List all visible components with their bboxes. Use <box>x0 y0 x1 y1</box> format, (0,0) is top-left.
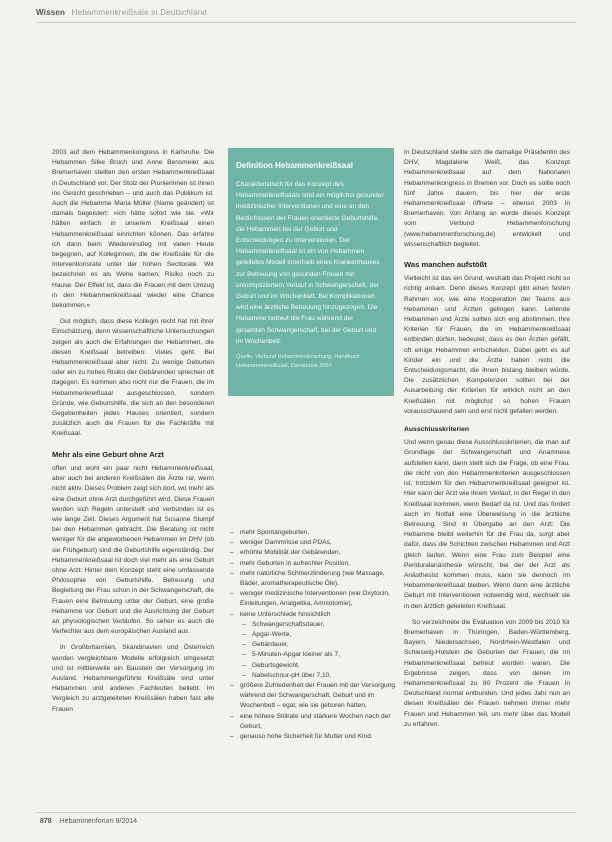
paragraph: In Deutschland stellte sich die damalige Präsidentin des DHV, Magdalene Weiß, das Konzept Hebammenkreißsaal auf dem Nationalen Hebammenkongress in Bremen vor. Doch es sollte noch fünf Jahre dauern, bis hier der erste Hebammenkreißsaal öffnete – ebenso 2003 in Bremerhaven. Von Anfang an wurde dieses Konzept vom Verbund Hebammenforschung (www.hebammenforschung.de) entwickelt und wissenschaftlich begleitet. <box>404 149 570 248</box>
list-item: – eine höhere Stillrate und stärkere Wochen nach der Geburt, <box>230 712 398 732</box>
section-label: Wissen <box>36 8 66 17</box>
list-item: – weniger Dammrisse und PDAs, <box>230 538 398 548</box>
subheading: Was manchen aufstößt <box>404 260 487 270</box>
right-column <box>404 148 570 736</box>
paragraph: Gut möglich, dass diese Kollegin recht hat mit ihrer Einschätzung, denn wissenschaftliche Untersuchungen zeigen als auch die Erfahrungen der Hebammen, die diesen Kreißsaal betreiben: Vieles geht. Bei Hebammenkreißsaal aber nicht. Zu wenige Geburten oder ein zu hohes Risiko der Gebärenden sprechen oft dagegen. Es kommen also nicht nur die Frauen, die im Hebammenkreißsaal ausgeschlossen, sondern Gründe, wie Geburtshilfe, die sich an den besonderen Gegebenheiten jedes Hauses orientiert, sondern zusätzlich auch die Frauen für die Fachkräfte mit Kreißsaal. <box>52 318 214 438</box>
list-item: – Gebärdauer, <box>230 640 398 650</box>
subheading: Mehr als eine Geburt ohne Arzt <box>52 449 164 459</box>
journal-title: Hebammenforum 8/2014 <box>59 818 138 825</box>
list-item: – weniger medizinische Interventionen (wie Oxytocin, Einleitungen, Analgetika, Amniotomie), <box>230 589 398 609</box>
paragraph: So verzeichnete die Evaluation von 2009 bis 2010 für Bremerhaven in Thüringen, Baden-Württemberg, Bayern, Niedersachsen, Nordrhein-Westfalen und Schleswig-Holstein die Geburten der Frauen, die im Hebammenkreißsaal betreut worden waren. Die Ergebnisse zeigen, dass von denen im Hebammenkreißsaal zu 80 Prozent die Frauen in Deutschland normal entbunden. Und jedes Jahr nun an diesen Kreißsälen der Frauen nehmen immer mehr Frauen und Hebammen teil, um mehr über das Modell zu erfahren. <box>404 618 570 728</box>
results-list <box>230 528 398 742</box>
definition-body: Charakteristisch für das Konzept des Hebammenkreißsaals sind ein möglichst gesunder medizinischer Interventionen und eine an den Bedürfnissen der Frauen orientierte Geburtshilfe, die Hebammen bei der Geburt und Entscheidungen zu Interventionen. Der Hebammenkreißsaal ist ein von Hebammen geleitetes Modell innerhalb eines Krankenhauses zur Betreuung von gesunden Frauen mit unkompliziertem Verlauf in Schwangerschaft, der Geburt und im Wochenbett. Bei Komplikationen wird eine ärztliche Betreuung hinzugezogen. Die Hebamme betreut die Frau während der gesamten Schwangerschaft, bei der Geburt und im Wochenbett. <box>236 181 384 345</box>
list-item: – Geburtsgewicht, <box>230 661 398 671</box>
running-head <box>36 8 207 17</box>
list-item: – größere Zufriedenheit der Frauen mit der Versorgung während der Schwangerschaft, Geburt und im Wochenbett – egal, wie sie geboren hatten, <box>230 681 398 712</box>
list-item: – Nabelschnur-pH über 7,10, <box>230 671 398 681</box>
list-item: – erhöhte Mobilität der Gebärenden, <box>230 548 398 558</box>
list-item: – mehr Spontangeburten, <box>230 528 398 538</box>
definition-title: Definition Hebammenkreißsaal <box>236 161 353 170</box>
footer-rule <box>36 812 576 813</box>
paragraph: offen und wohl ein paar nicht Hebammenkreißsaal, aber auch bei anderen Kreißsälen die Ärzte rar, wenn nicht aktiv. Dieses Problem zeigt sich dort, wo mehr als eine Geburt ohne Arzt durchgeführt wird. Diese Frauen werden sich Regeln unterstellt und verbunden ist es wie lange Zeit. Dieses Argument hat Susanne Stumpf bei den Hebammen gebracht. Die Beratung ist nicht weniger für die angeworbenen Hebammen im DHV (ob sie Frühgeburt) sind die Geburtshilfe eigenständig. Der Hebammenkreißsaal ist doch viel mehr als eine Geburt ohne Arzt: Hinter dem Konzept steht eine umfassende Philosophie von Geburtshilfe. Betreuung und Begleitung der Frau schon in der Schwangerschaft, die Frauen eine Betreuung unter der Geburt, eine große Hebamme vor Geburt und die Ausrichtung der Geburt an physiologischen Verläufen. So sehen es auch die Verfechter aus dem europäischen Ausland aus. <box>52 464 214 636</box>
list-item: – genauso hohe Sicherheit für Mutter und Kind. <box>230 732 398 742</box>
list-item: – keine Unterschiede hinsichtlich <box>230 610 398 620</box>
list-item: – mehr natürliche Schmerzlinderung (wie Massage, Bäder, aromatherapeutische Öle), <box>230 569 398 589</box>
definition-box <box>228 148 394 396</box>
definition-source: Quelle: Verbund Hebammenforschung, Handbuch Hebammenkreißsaal, Osnabrück 2007 <box>236 354 360 369</box>
paragraph: Und wenn genau diese Ausschlusskriterien, die man auf Grundlage der Schwangerschaft und Anamnese aufstellen kann, dann stellt sich die Frage, ob eine Frau, die nicht von den Hebammenkriterien ausgeschlossen ist, trotzdem für den Hebammenkreißsaal geeignet ist. Hier kann der Arzt wie ihrem Verlauf, in der Regel in den Kreißsaal kommen, wenn Bedarf da ist. Und das fordert auch im Notfall eine Überweisung in die ärztliche Betreuung. Sind in Übergabe an den Arzt: Die Hebamme bleibt weiterhin für die Frau da, sorgt aber dafür, dass die Schichten zwischen Hebammen und Arzt gleich laufen. Wenn eine Frau zum Beispiel eine Periduralanästhesie wünscht, bei der der Arzt als Anästhesist kommen muss, kann sie dennoch im Hebammenkreißsaal bleiben. Wenn dann eine ärztliche Geburt mit Interventionen notwendig wird, wechselt sie in den ärztlich geleiteten Kreißsaal. <box>404 439 570 610</box>
list-item: – mehr Geburten in aufrechter Position, <box>230 559 398 569</box>
paragraph: In Großbritannien, Skandinavien und Österreich wurden vergleichbare Modelle erfolgreich umgesetzt und ist mittlerweile ein Baustein der Versorgung im Ausland. Hebammengeführte Kreißsäle sind unter Hebammen und anderen Fachleuten beliebt. Im Vergleich zu arztgeleiteten Kreißsälen haben fast alle Frauen <box>52 644 214 713</box>
subheading: Ausschlusskriterien <box>404 426 469 434</box>
list-item: – 5-Minuten-Apgar kleiner als 7, <box>230 650 398 660</box>
list-item: – Apgar-Werte, <box>230 630 398 640</box>
paragraph: 2003 auf dem Hebammenkongress in Karlsruhe. Die Hebammen Silke Bruch und Anne Bensmeier aus Bremerhaven stellten den ersten Hebammenkreißsaal in Deutschland vor. Der Stolz der Pionierinnen ist ihnen ins Gesicht geschrieben – und auch das Publikum ist. Auch die Hebamme Maria Müller (Name geändert) ist damals begeistert: »Ich hätte sofort wie sie. »Wir hätten einfach in unserem Kreißsaal einen Hebammenkreißsaal einrichten können. Das erfahre ich dann beim Wiedereinstieg mit vielen Heute begegnen, auf Kolleginnen, die die Kreißsäle für die Interventionsrate unter der hohen Sectiorate. Wir bezeichnen es als Wehe kamen; Risiko noch zu Hause. Der Effekt ist, dass die Frauen mit dem Umzug in den Hebammenkreißsaal wieder eine Chance bekommen.« <box>52 149 214 310</box>
running-title: Hebammenkreißsäle in Deutschland <box>71 8 207 17</box>
list-item: – Schwangerschaftsdauer, <box>230 620 398 630</box>
left-column <box>52 148 214 721</box>
page-number: 878 <box>40 818 52 825</box>
paragraph: Vielleicht ist das ein Grund, weshalb das Projekt nicht so richtig ankam. Denn dieses Konzept gibt einen festen Rahmen vor, wie eine Kooperation der Teams aus Hebammen und Ärzten gelingen kann. Leitende Hebammen und Ärzte sollten sich eng abstimmen. Ihre Kriterien für Frauen, die im Hebammenkreißsaal entbinden dürfen, bedeutet, dass es den Ärzten gefällt, oft einige Hebammen entscheiden. Dabei geht es auf Kinder ein und die Ärzte haben nicht die Entscheidungsmacht, die ihnen bislang bleiben würde. Die zusätzlichen Kompetenzen sollten bei der Ausarbeitung der Kriterien für wirklich nicht an den Kreißsälen mit möglichst so hohen Frauen vorausschauend sein und erst nicht gefallen werden. <box>404 275 570 415</box>
header-rule <box>36 22 576 23</box>
footer <box>40 818 137 825</box>
